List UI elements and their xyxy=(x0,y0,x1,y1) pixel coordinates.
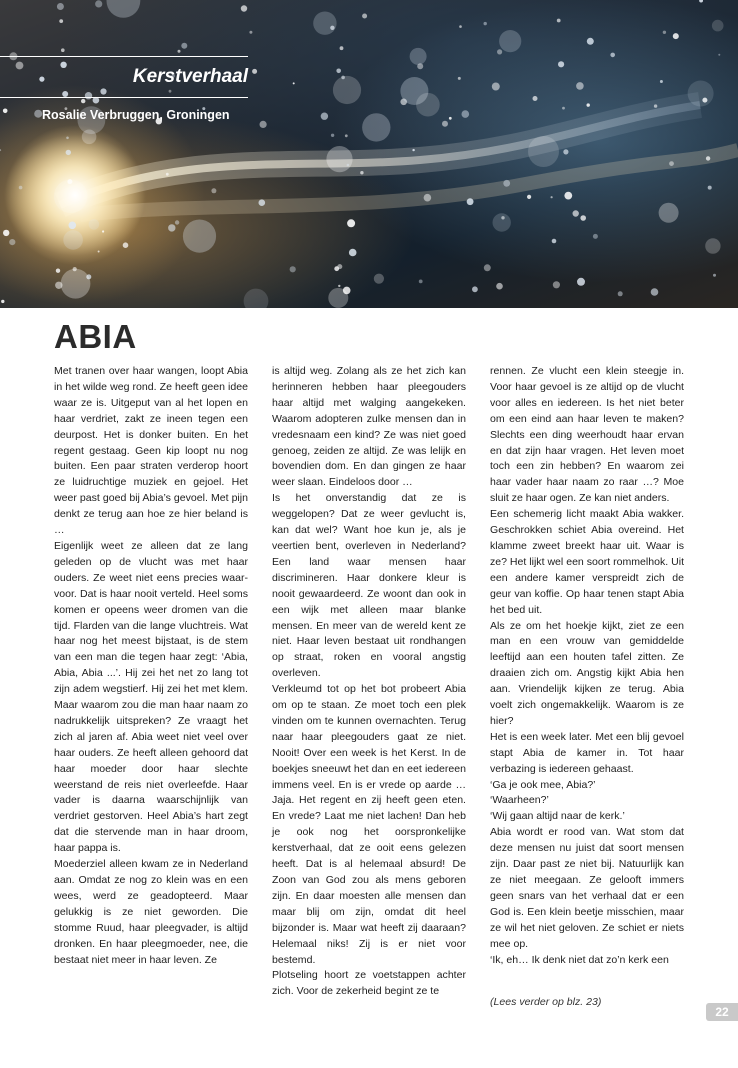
sparkle-dot xyxy=(708,186,712,190)
sparkle-swirl-image xyxy=(0,0,738,308)
sparkle-dot xyxy=(347,219,355,227)
sparkle-dot xyxy=(618,291,623,296)
author-byline: Rosalie Verbruggen, Groningen xyxy=(42,108,230,122)
sparkle-dot xyxy=(713,274,716,277)
sparkle-dot xyxy=(57,3,64,10)
hero-image xyxy=(0,0,738,308)
sparkle-dot xyxy=(3,109,8,114)
sparkle-dot xyxy=(557,19,561,23)
sparkle-dot xyxy=(362,14,367,19)
sparkle-dot xyxy=(499,30,521,52)
sparkle-dot xyxy=(168,224,175,231)
sparkle-dot xyxy=(331,134,334,137)
article-title: ABIA xyxy=(54,318,137,355)
sparkle-dot xyxy=(95,0,102,7)
paragraph: Het is een week later. Met een blij gevoel stapt Abia de kamer in. Tot haar verbazing is iedereen gehaast. xyxy=(490,730,684,775)
sparkle-dot xyxy=(34,110,42,118)
sparkle-dot xyxy=(552,239,557,244)
page-number: 22 xyxy=(706,1003,738,1021)
continued-note: (Lees verder op blz. 23) xyxy=(490,996,602,1008)
sparkle-dot xyxy=(563,149,568,154)
sparkle-dot xyxy=(0,149,1,151)
article-column-2 xyxy=(272,364,466,1000)
sparkle-dot xyxy=(412,149,414,151)
sparkle-dot xyxy=(340,46,344,50)
sparkle-dot xyxy=(260,121,267,128)
sparkle-dot xyxy=(576,82,584,90)
sparkle-dot xyxy=(587,38,594,45)
sparkle-dot xyxy=(587,103,590,106)
sparkle-dot xyxy=(61,269,91,299)
paragraph: Abia wordt er rood van. Wat stom dat deze mensen nu juist dat soort mensen zijn. Daar past ze niet bij. Natuurlijk kan ze niet meegaan. Ze gelooft immers geen snars van het verhaal dat er een God is. Een klein beetje misschien, maar ze wil het niet geloven. Ze schiet er niets mee op. xyxy=(490,826,684,950)
sparkle-dot xyxy=(290,266,296,272)
sparkle-dot xyxy=(362,113,390,141)
sparkle-dot xyxy=(1,300,4,303)
sparkle-dot xyxy=(336,69,341,74)
sparkle-dot xyxy=(326,146,352,172)
sparkle-dot xyxy=(244,289,269,308)
sparkle-dot xyxy=(241,5,247,11)
sparkle-dot xyxy=(63,230,83,250)
sparkle-dot xyxy=(293,82,295,84)
sparkle-dot xyxy=(699,0,703,3)
sparkle-dot xyxy=(211,188,216,193)
paragraph: ‘Wij gaan altijd naar de kerk.’ xyxy=(490,810,625,823)
sparkle-dot xyxy=(347,164,350,167)
sparkle-dot xyxy=(484,264,491,271)
paragraph: is altijd weg. Zolang als ze het zich kan herinneren hebben haar pleegouders haar altijd met walging aangekeken. Waarom adopteren zulke mensen dan in vredesnaam een kind? Ze was niet goed genoeg, zeiden ze altijd. Ze was lelijk en bovendien dom. En dan gingen ze haar weer slaan. Eindeloos door … xyxy=(272,365,466,489)
sparkle-dot xyxy=(593,234,598,239)
sparkle-dot xyxy=(610,53,615,58)
sparkle-dot xyxy=(252,69,257,74)
paragraph: Is het onverstandig dat ze is weggelopen? Dat ze weer gevlucht is, kan dat wel? Want hoe kun je, als je veertien bent, overleven in Nederland? Een land waar mensen haar discrimineren. Haar donkere kleur is nooit gewaardeerd. Ze woont dan ook in een wijk met alleen maar blanke mensen. En meer van de wereld kent ze niet. Haar leven bestaat uit rondhangen op straat, roken en vooral angstig overleven. xyxy=(272,492,466,680)
paragraph: rennen. Ze vlucht een klein steegje in. Voor haar gevoel is ze altijd op de vlucht voor alles en iedereen. Is het niet beter om een eind aan haar leven te maken? Slechts een ding weerhoudt haar ervan en dat zijn haar vragen. Het leven moet toch een zin hebben? En waarom zei haar vader haar naam zo raar …? Moe sluit ze haar ogen. Ze kan niet anders. xyxy=(490,365,684,505)
sparkle-dot xyxy=(669,161,674,166)
sparkle-dot xyxy=(718,54,720,56)
sparkle-dot xyxy=(503,180,510,187)
sparkle-dot xyxy=(410,48,427,65)
sparkle-dot xyxy=(337,264,342,269)
sparkle-dot xyxy=(424,194,432,202)
sparkle-dot xyxy=(166,173,169,176)
kicker-bottom-rule xyxy=(0,97,248,98)
sparkle-dot xyxy=(181,43,187,49)
paragraph: ‘Ga je ook mee, Abia?’ xyxy=(490,778,596,791)
paragraph: Plotseling hoort ze voetstappen achter zich. Voor de zekerheid begint ze te xyxy=(272,969,466,998)
sparkle-dot xyxy=(3,230,9,236)
sparkle-dot xyxy=(493,213,511,231)
sparkle-dot xyxy=(553,281,560,288)
sparkle-dot xyxy=(573,210,579,216)
kicker-box xyxy=(0,58,250,96)
sparkle-dot xyxy=(492,83,500,91)
sparkle-dot xyxy=(651,288,659,296)
sparkle-dot xyxy=(654,104,657,107)
sparkle-dot xyxy=(497,49,502,54)
sparkle-dot xyxy=(705,238,720,253)
sparkle-dot xyxy=(61,48,65,52)
sparkle-dot xyxy=(496,283,503,290)
sparkle-dot xyxy=(472,286,478,292)
sparkle-dot xyxy=(345,134,348,137)
sparkle-dot xyxy=(688,81,714,107)
sparkle-dot xyxy=(706,156,710,160)
sparkle-dot xyxy=(59,19,63,23)
paragraph: ‘Ik, eh… Ik denk niet dat zo’n kerk een xyxy=(490,953,669,966)
sparkle-dot xyxy=(558,61,564,67)
sparkle-dot xyxy=(69,222,77,230)
sparkle-dot xyxy=(416,93,440,117)
kicker-title: Kerstverhaal xyxy=(132,66,248,87)
sparkle-dot xyxy=(102,230,104,232)
paragraph: Moederziel alleen kwam ze in Nederland aan. Omdat ze nog zo klein was en een wees, werd ze geadopteerd. Maar gelukkig is ze niet geworden. Die stomme Ruud, haar pleegvader, is altijd dronken. En haar pleegmoeder, nee, die bestaat niet meer in haar leven. Ze xyxy=(54,858,248,966)
sparkle-dot xyxy=(19,186,23,190)
sparkle-dot xyxy=(551,196,553,198)
sparkle-dot xyxy=(259,199,266,206)
paragraph: ‘Waarheen?’ xyxy=(490,794,549,807)
sparkle-dot xyxy=(533,96,538,101)
sparkle-dot xyxy=(81,99,85,103)
sparkle-dot xyxy=(338,285,340,287)
sparkle-dot xyxy=(333,76,361,104)
sparkle-dot xyxy=(313,12,336,35)
sparkle-dot xyxy=(673,33,679,39)
sparkle-dot xyxy=(107,0,141,18)
article-column-1 xyxy=(54,364,248,968)
sparkle-dot xyxy=(66,137,69,140)
sparkle-dot xyxy=(98,251,100,253)
sparkle-dot xyxy=(360,171,363,174)
sparkle-dot xyxy=(527,195,531,199)
sparkle-dot xyxy=(580,215,586,221)
article-column-3 xyxy=(490,364,684,968)
paragraph: Eigenlijk weet ze alleen dat ze lang geleden op de vlucht was met haar ouders. Ze weet niet eens precies waar-voor. Dat is haar nooit verteld. Heel soms komen er opeens weer dromen van die tijd. Flarden van die lange vluchtreis. Wat haar nog het meest bijstaat, is de stem van een man die tegen haar zegt: ‘Abia, Abia, Abia ...’. Hij zei het net zo lang tot zijn adem wegstierf. Hij zei het met klem. Maar waarom zou die man haar naam zo nadrukkelijk uitspreken? Ze vraagt het zich al jaren af. Abia weet niet veel over haar ouders. Ze heeft alleen gehoord dat haar moeder door haar slechte weerstand de reis niet overleefde. Haar vader is daarna waarschijnlijk van verdriet gestorven. Heel Abia’s hart zegt dat die stervende man in haar droom, haar pappa is. xyxy=(54,539,248,855)
kicker-top-rule xyxy=(0,56,248,57)
paragraph: Verkleumd tot op het bot probeert Abia om op te staan. Ze moet toch een plek vinden om te kunnen overnachten. Terug naar haar pleegouders gaat ze niet. Nooit! Over een week is het Kerst. In de boekjes sneeuwt het dan en eet iedereen immens veel. En is er vrede op aarde … Jaja. Het regent en zij heeft geen eten. En vrede? Laat me niet lachen! Dan heb je ook nog het oorspronkelijke kerstverhaal, dat ze ooit eens gelezen heeft. Dat is al helemaal absurd! De Zoon van God zou als mens geboren zijn. En daar moesten alle mensen dan maar blij om zijn, omdat dit heel bijzonder is. Maar wat heeft zij daaraan? Helemaal niks! Zij is er niet voor bestemd. xyxy=(272,683,466,966)
sparkle-dot xyxy=(9,239,15,245)
sparkle-dot xyxy=(712,20,724,32)
sparkle-dot xyxy=(249,31,252,34)
paragraph: Als ze om het hoekje kijkt, ziet ze een man en een vrouw van gemiddelde leeftijd aan een houten tafel zitten. Ze draaien zich om. Angstig kijkt Abia hen aan. Vriendelijk kijken ze terug. Abia voelt zich ongemakkelijk. Waarom is ze hier? xyxy=(490,619,684,727)
sparkle-dot xyxy=(321,113,328,120)
paragraph: Een schemerig licht maakt Abia wakker. Geschrokken schiet Abia overeind. Het klamme zweet breekt haar uit. Waar is ze? Het lijkt wel een soort rommelhok. Uit een andere kamer verspreidt zich de geur van koffie. Op haar tenen stapt Abia het bed uit. xyxy=(490,508,685,616)
sparkle-dot xyxy=(54,179,88,213)
sparkle-dot xyxy=(562,107,565,110)
sparkle-dot xyxy=(564,192,572,200)
sparkle-dot xyxy=(459,25,462,28)
sparkle-dot xyxy=(577,278,585,286)
sparkle-dot xyxy=(462,110,470,118)
sparkle-dot xyxy=(183,220,216,253)
sparkle-dot xyxy=(528,136,559,167)
sparkle-dot xyxy=(343,287,351,295)
paragraph: Met tranen over haar wangen, loopt Abia in het wilde weg rond. Ze heeft geen idee waar ze is. Uitgeput van al het lopen en haar verdriet, zakt ze ineen tegen een deurpost. Het is donker buiten. En het regent gestaag. Geen kip loopt nu nog buiten. Een paar straten verderop hoort ze luidruchtige muziek en gejoel. Het weer past goed bij Abia’s gevoel. Met pijn denkt ze terug aan hoe ze hier beland is … xyxy=(54,365,248,537)
sparkle-dot xyxy=(467,198,474,205)
sparkle-dot xyxy=(419,280,423,284)
sparkle-dot xyxy=(56,269,60,273)
sparkle-dot xyxy=(484,22,487,25)
sparkle-dot xyxy=(374,274,384,284)
sparkle-dot xyxy=(175,220,179,224)
sparkle-dot xyxy=(349,249,357,257)
sparkle-dot xyxy=(89,219,100,230)
sparkle-dot xyxy=(66,150,71,155)
sparkle-dot xyxy=(442,121,448,127)
sparkle-dot xyxy=(660,80,663,83)
sparkle-dot xyxy=(178,50,181,53)
sparkle-dot xyxy=(663,31,666,34)
sparkle-dot xyxy=(449,117,452,120)
sparkle-dot xyxy=(458,77,461,80)
sparkle-dot xyxy=(659,203,679,223)
sparkle-dot xyxy=(123,242,129,248)
